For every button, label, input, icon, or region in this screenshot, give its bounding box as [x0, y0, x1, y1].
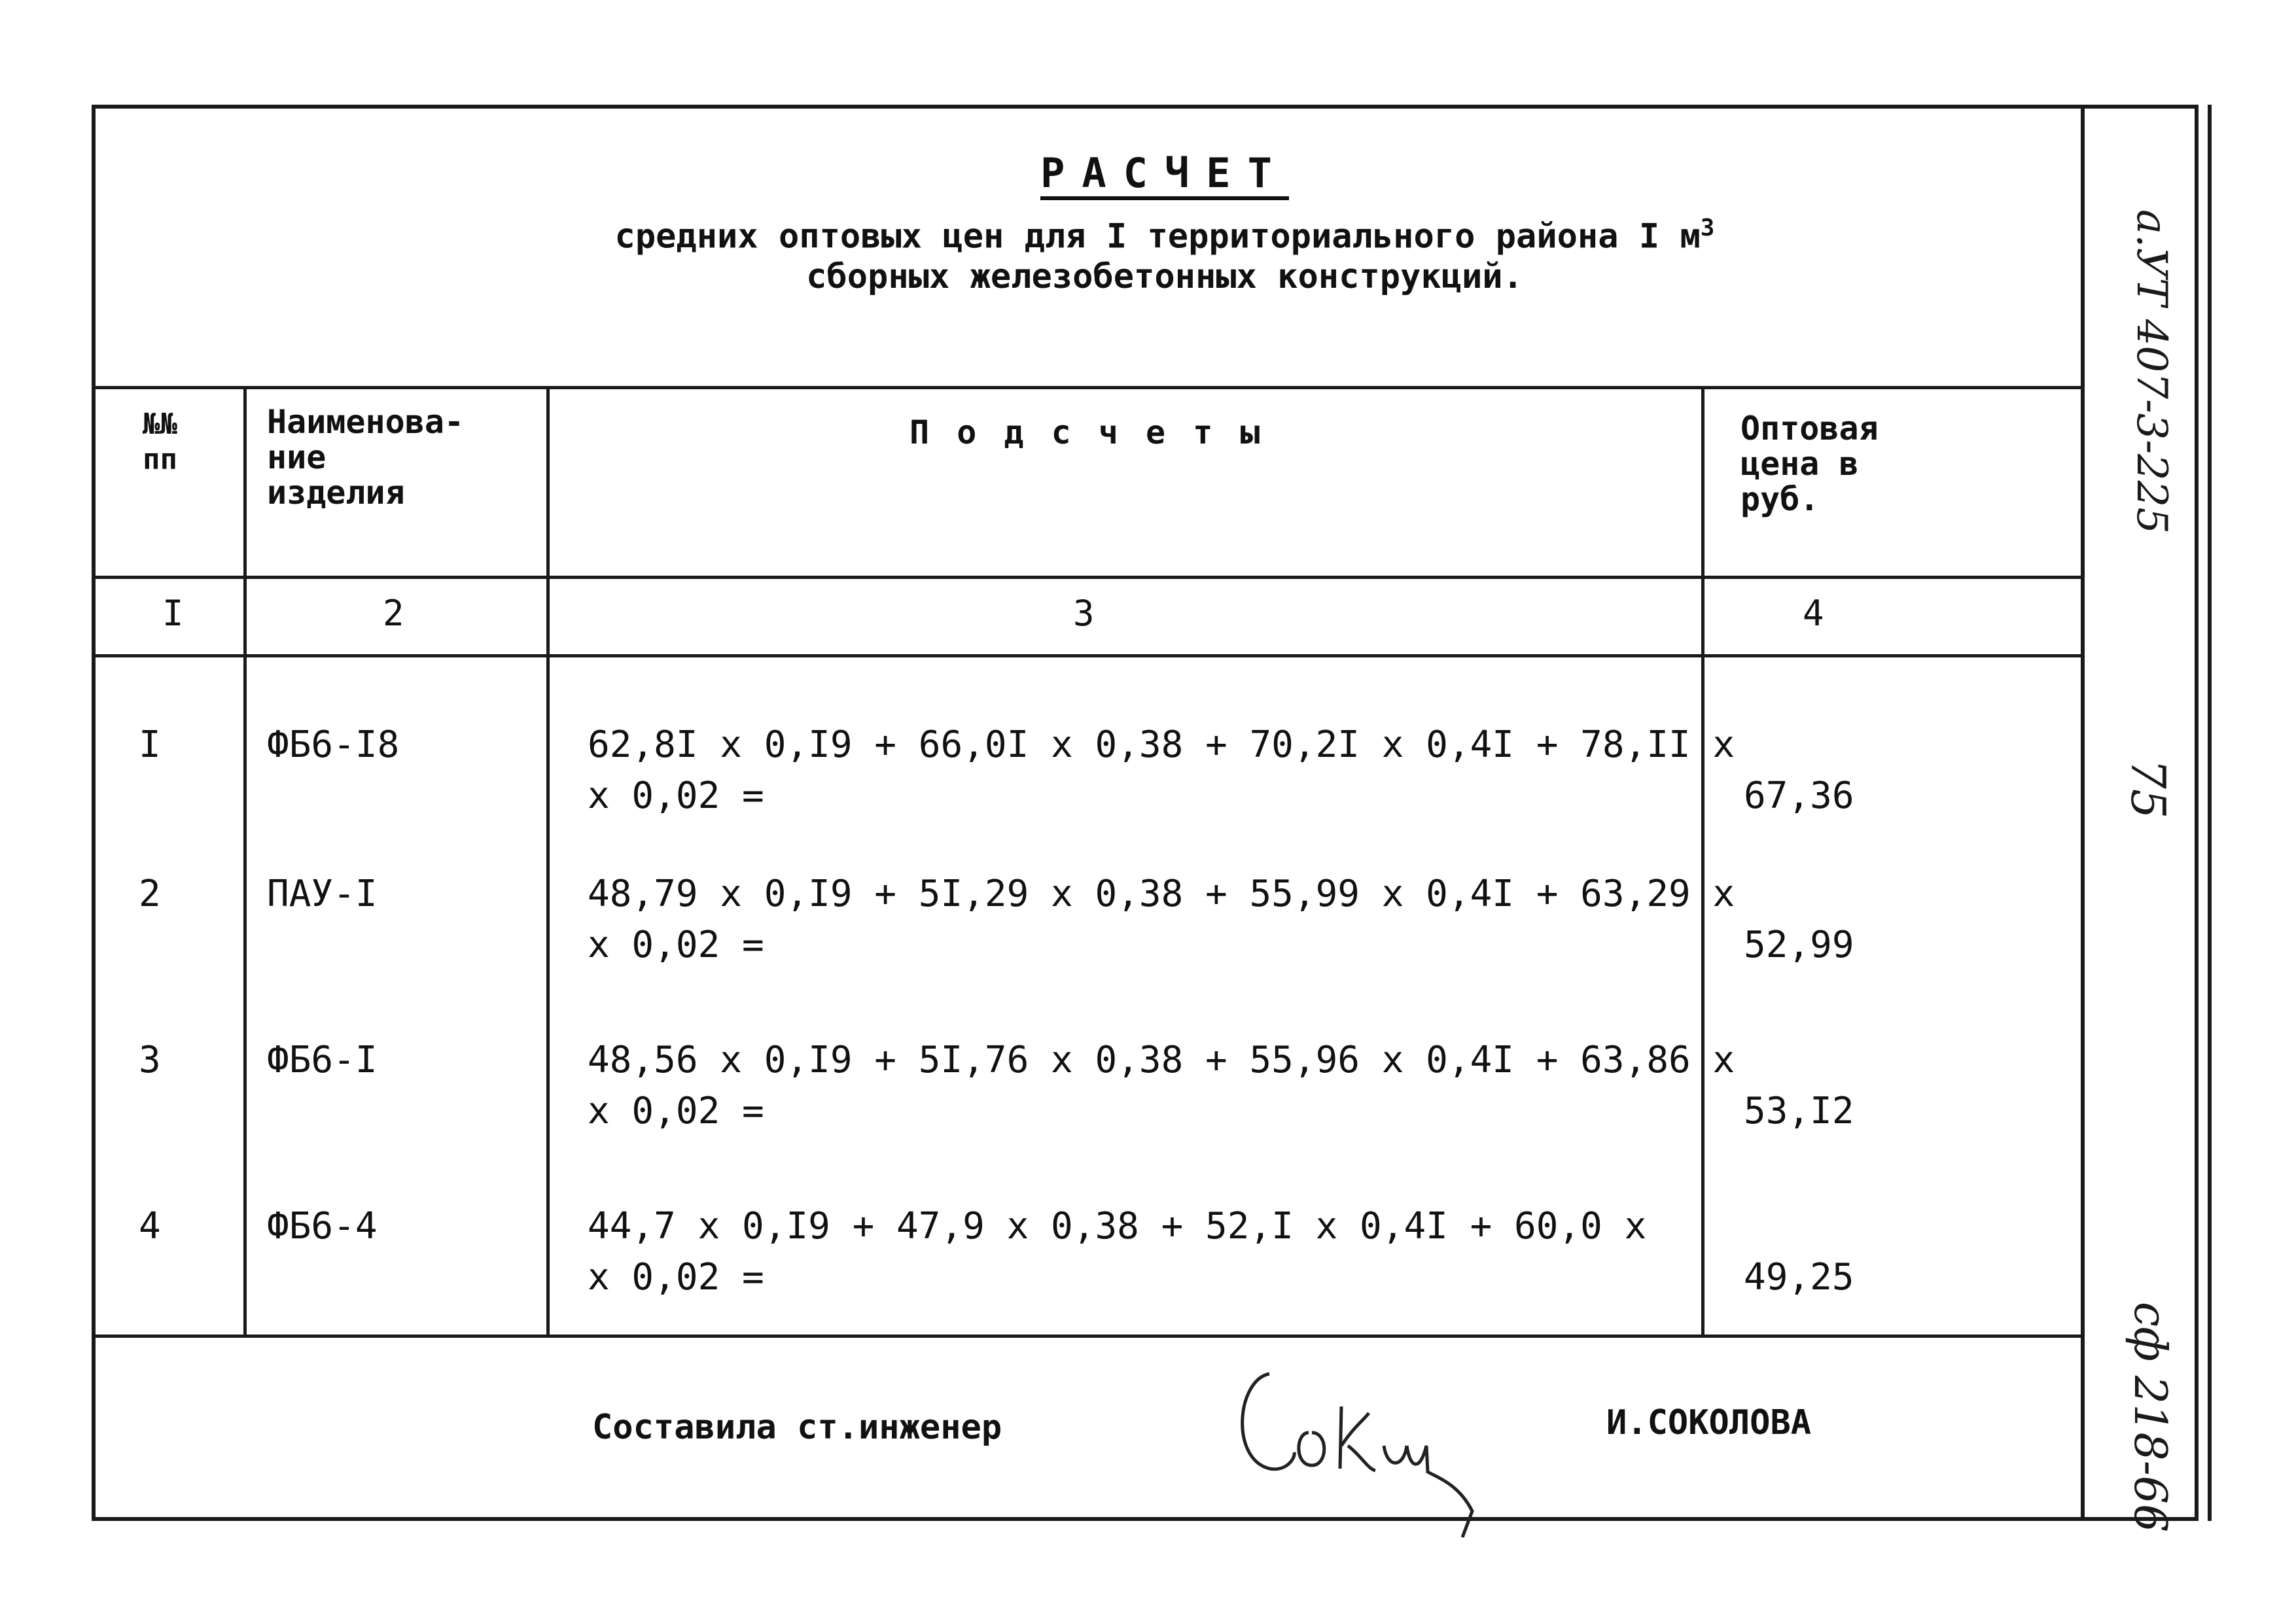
header-bottom-rule	[96, 576, 2081, 579]
side-code-top: а.УТ 407-3-225	[2127, 209, 2176, 534]
colnum-bottom-rule	[96, 654, 2081, 657]
row3-price: 53,I2	[1744, 1090, 1854, 1132]
side-page-number: 75	[2121, 759, 2176, 819]
document-title: РАСЧЕТ	[1040, 149, 1289, 197]
row2-price: 52,99	[1744, 924, 1854, 966]
subtitle-line2: сборных железобетонных конструкций.	[806, 257, 1523, 297]
subtitle-line1: средних оптовых цен для I территориального района I м	[614, 217, 1701, 256]
table-bottom-rule	[96, 1335, 2081, 1338]
row3-num: 3	[139, 1039, 161, 1081]
row1-calc-line2: х 0,02 =	[588, 775, 764, 817]
header-col3: П о д с ч е т ы	[910, 413, 1264, 451]
colnum-3: 3	[1073, 593, 1095, 634]
row1-name: ФБ6-I8	[267, 724, 400, 766]
row3-name: ФБ6-I	[267, 1039, 378, 1081]
document-frame	[92, 105, 2199, 1521]
row1-num: I	[139, 724, 161, 766]
row4-name: ФБ6-4	[267, 1205, 378, 1248]
colnum-1: I	[162, 593, 184, 634]
row3-calc-line1: 48,56 х 0,I9 + 5I,76 х 0,38 + 55,96 х 0,4I + 63,86 х	[588, 1039, 1735, 1081]
side-code-bottom: сф 218-66	[2124, 1302, 2176, 1533]
row2-calc-line1: 48,79 х 0,I9 + 5I,29 х 0,38 + 55,99 х 0,4I + 63,29 х	[588, 873, 1735, 915]
row2-num: 2	[139, 873, 161, 915]
compiled-by-label: Составила ст.инженер	[592, 1408, 1002, 1447]
row2-name: ПАУ-I	[267, 873, 378, 915]
row4-calc-line2: х 0,02 =	[588, 1256, 764, 1299]
row1-calc-line1: 62,8I х 0,I9 + 66,0I х 0,38 + 70,2I х 0,4I + 78,II х	[588, 724, 1735, 766]
row3-calc-line2: х 0,02 =	[588, 1090, 764, 1132]
header-col2: Наименова- ние изделия	[267, 403, 465, 512]
compiler-name: И.СОКОЛОВА	[1606, 1403, 1812, 1442]
row2-calc-line2: х 0,02 =	[588, 924, 764, 966]
row4-num: 4	[139, 1205, 161, 1248]
document-subtitle	[609, 208, 1721, 297]
row4-calc-line1: 44,7 х 0,I9 + 47,9 х 0,38 + 52,I х 0,4I + 60,0 х	[588, 1205, 1647, 1248]
col-divider-3	[1701, 386, 1704, 1335]
row1-price: 67,36	[1744, 775, 1854, 817]
header-col4: Оптовая цена в руб.	[1740, 410, 1879, 518]
col-divider-1	[243, 386, 247, 1335]
handwritten-signature	[1224, 1348, 1498, 1546]
colnum-4: 4	[1803, 593, 1824, 634]
header-col1: №№ пп	[143, 408, 177, 476]
colnum-2: 2	[383, 593, 404, 634]
subtitle-sup: 3	[1700, 215, 1715, 241]
row4-price: 49,25	[1744, 1256, 1854, 1299]
table-top-rule	[96, 386, 2081, 389]
col-divider-2	[546, 386, 550, 1335]
